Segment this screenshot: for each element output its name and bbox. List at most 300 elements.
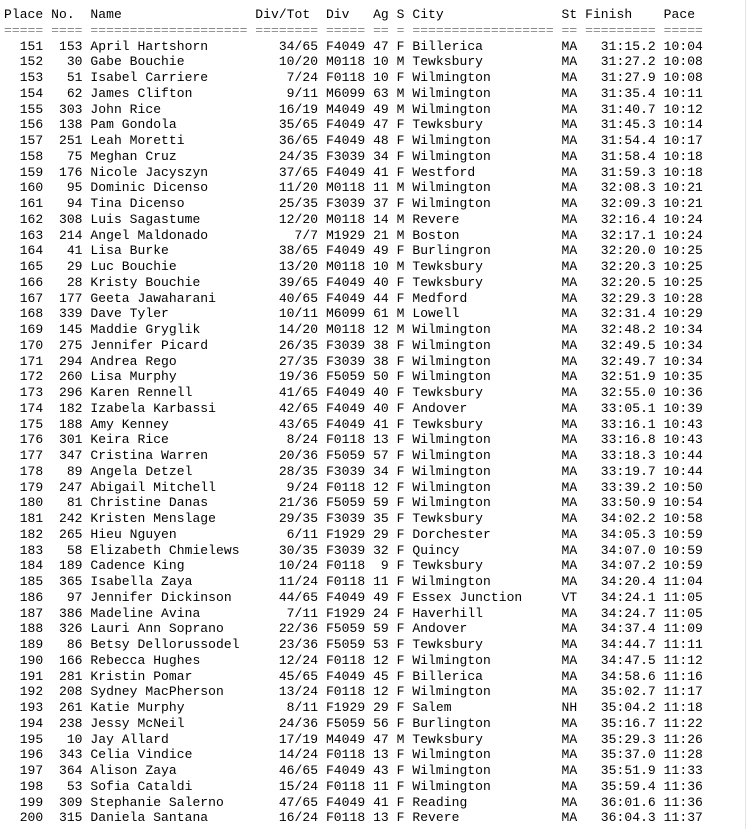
table-row bbox=[4, 354, 745, 370]
cell-city: Tewksbury bbox=[412, 54, 554, 70]
cell-st: MA bbox=[561, 747, 578, 763]
cell-div: F0118 bbox=[325, 652, 366, 668]
cell-place: 156 bbox=[4, 117, 44, 133]
cell-city: Medford bbox=[412, 290, 554, 306]
cell-st: MA bbox=[561, 416, 578, 432]
cell-st: MA bbox=[561, 495, 578, 511]
cell-name: Nicole Jacyszyn bbox=[90, 164, 248, 180]
cell-st: MA bbox=[561, 668, 578, 684]
cell-divtot: 19/36 bbox=[255, 369, 319, 385]
cell-no: 75 bbox=[51, 148, 83, 164]
cell-pace: 11:11 bbox=[663, 637, 703, 652]
cell-name: Keira Rice bbox=[90, 432, 248, 448]
cell-name: Leah Moretti bbox=[90, 133, 248, 148]
cell-st: MA bbox=[561, 810, 578, 826]
cell-div: F0118 bbox=[325, 778, 366, 794]
cell-place: 170 bbox=[4, 337, 44, 353]
cell-pace: 11:36 bbox=[663, 794, 703, 810]
table-row bbox=[4, 86, 745, 102]
cell-name: Lisa Burke bbox=[90, 243, 248, 259]
cell-st: MA bbox=[561, 715, 578, 731]
cell-place: 157 bbox=[4, 133, 44, 148]
cell-st: MA bbox=[561, 148, 578, 164]
cell-s: M bbox=[396, 322, 405, 337]
cell-ag: 59 bbox=[373, 495, 389, 511]
cell-finish: 32:55.0 bbox=[585, 385, 656, 400]
table-row bbox=[4, 763, 745, 779]
cell-s: F bbox=[396, 700, 405, 715]
cell-pace: 11:17 bbox=[663, 684, 703, 700]
cell-s: F bbox=[396, 778, 405, 794]
cell-city: Salem bbox=[412, 700, 554, 715]
cell-pace: 10:21 bbox=[663, 196, 703, 211]
cell-div: F0118 bbox=[325, 432, 366, 448]
cell-no: 275 bbox=[51, 337, 83, 353]
cell-place: 183 bbox=[4, 542, 44, 558]
cell-s: F bbox=[396, 574, 405, 589]
cell-city: Wilmington bbox=[412, 85, 554, 101]
cell-divtot: 7/11 bbox=[255, 605, 319, 621]
cell-div: F0118 bbox=[325, 558, 366, 574]
table-row bbox=[4, 291, 745, 307]
cell-div: M0118 bbox=[325, 54, 366, 70]
cell-div: F3039 bbox=[325, 337, 366, 353]
cell-st: MA bbox=[561, 117, 578, 133]
cell-divtot: 45/65 bbox=[255, 668, 319, 684]
cell-no: 261 bbox=[51, 700, 83, 715]
cell-city: Tewksbury bbox=[412, 259, 554, 274]
cell-s: F bbox=[396, 526, 405, 542]
cell-city: Tewksbury bbox=[412, 511, 554, 526]
cell-div: F3039 bbox=[325, 353, 366, 369]
column-header-finish: Finish bbox=[585, 7, 656, 22]
cell-divtot: 39/65 bbox=[255, 274, 319, 290]
cell-ag: 11 bbox=[373, 778, 389, 794]
cell-s: F bbox=[396, 794, 405, 810]
cell-city: Reading bbox=[412, 794, 554, 810]
cell-name: Jay Allard bbox=[90, 731, 248, 747]
cell-finish: 32:31.4 bbox=[585, 306, 656, 322]
cell-st: MA bbox=[561, 511, 578, 526]
cell-divtot: 13/24 bbox=[255, 684, 319, 700]
cell-pace: 10:36 bbox=[663, 385, 703, 400]
cell-s: F bbox=[396, 463, 405, 479]
cell-s: F bbox=[396, 353, 405, 369]
cell-place: 199 bbox=[4, 794, 44, 810]
cell-st: MA bbox=[561, 196, 578, 211]
cell-divtot: 21/36 bbox=[255, 495, 319, 511]
cell-s: F bbox=[396, 495, 405, 511]
cell-finish: 33:05.1 bbox=[585, 400, 656, 416]
cell-name: Jessy McNeil bbox=[90, 715, 248, 731]
cell-divtot: 26/35 bbox=[255, 337, 319, 353]
table-row bbox=[4, 448, 745, 464]
cell-divtot: 12/24 bbox=[255, 652, 319, 668]
cell-name: Daniela Santana bbox=[90, 810, 248, 826]
cell-s: F bbox=[396, 747, 405, 763]
cell-pace: 11:37 bbox=[663, 810, 703, 826]
cell-city: Wilmington bbox=[412, 196, 554, 211]
cell-pace: 10:39 bbox=[663, 400, 703, 416]
table-row bbox=[4, 243, 745, 259]
cell-finish: 31:54.4 bbox=[585, 133, 656, 148]
cell-name: Pam Gondola bbox=[90, 117, 248, 133]
cell-city: Wilmington bbox=[412, 763, 554, 778]
cell-ag: 24 bbox=[373, 605, 389, 621]
cell-st: MA bbox=[561, 463, 578, 479]
column-header-ag: Ag bbox=[373, 7, 389, 22]
cell-divtot: 43/65 bbox=[255, 416, 319, 432]
cell-finish: 35:51.9 bbox=[585, 763, 656, 778]
cell-divtot: 14/24 bbox=[255, 747, 319, 763]
cell-ag: 21 bbox=[373, 227, 389, 243]
cell-finish: 36:01.6 bbox=[585, 794, 656, 810]
cell-name: Luc Bouchie bbox=[90, 259, 248, 274]
cell-city: Wilmington bbox=[412, 684, 554, 700]
cell-div: F3039 bbox=[325, 511, 366, 526]
cell-ag: 32 bbox=[373, 542, 389, 558]
cell-st: MA bbox=[561, 605, 578, 621]
cell-no: 62 bbox=[51, 85, 83, 101]
cell-pace: 10:59 bbox=[663, 526, 703, 542]
cell-no: 58 bbox=[51, 542, 83, 558]
cell-divtot: 9/24 bbox=[255, 479, 319, 495]
cell-name: Amy Kenney bbox=[90, 416, 248, 432]
cell-pace: 10:29 bbox=[663, 306, 703, 322]
cell-s: M bbox=[396, 85, 405, 101]
cell-pace: 11:04 bbox=[663, 574, 703, 589]
cell-finish: 31:27.2 bbox=[585, 54, 656, 70]
cell-place: 179 bbox=[4, 479, 44, 495]
cell-pace: 10:25 bbox=[663, 243, 703, 259]
cell-no: 326 bbox=[51, 621, 83, 637]
cell-city: Wilmington bbox=[412, 463, 554, 479]
cell-st: MA bbox=[561, 133, 578, 148]
cell-s: F bbox=[396, 605, 405, 621]
cell-name: Meghan Cruz bbox=[90, 148, 248, 164]
cell-ag: 40 bbox=[373, 274, 389, 290]
cell-div: M6099 bbox=[325, 85, 366, 101]
cell-city: Wilmington bbox=[412, 353, 554, 369]
cell-finish: 32:08.3 bbox=[585, 180, 656, 196]
cell-divtot: 35/65 bbox=[255, 117, 319, 133]
cell-city: Billerica bbox=[412, 668, 554, 684]
cell-s: F bbox=[396, 274, 405, 290]
cell-finish: 34:58.6 bbox=[585, 668, 656, 684]
cell-place: 191 bbox=[4, 668, 44, 684]
cell-pace: 10:34 bbox=[663, 337, 703, 353]
cell-st: MA bbox=[561, 731, 578, 747]
cell-finish: 35:29.3 bbox=[585, 731, 656, 747]
cell-city: Wilmington bbox=[412, 180, 554, 196]
cell-name: Madeline Avina bbox=[90, 605, 248, 621]
cell-no: 53 bbox=[51, 778, 83, 794]
cell-ag: 47 bbox=[373, 731, 389, 747]
cell-no: 182 bbox=[51, 400, 83, 416]
cell-s: F bbox=[396, 337, 405, 353]
column-header-place: ===== bbox=[4, 22, 44, 38]
cell-name: Kristen Menslage bbox=[90, 511, 248, 526]
cell-s: M bbox=[396, 101, 405, 117]
cell-divtot: 23/36 bbox=[255, 637, 319, 652]
cell-pace: 10:21 bbox=[663, 180, 703, 196]
cell-pace: 11:05 bbox=[663, 605, 703, 621]
cell-place: 178 bbox=[4, 463, 44, 479]
cell-ag: 45 bbox=[373, 668, 389, 684]
cell-st: MA bbox=[561, 369, 578, 385]
cell-no: 86 bbox=[51, 637, 83, 652]
cell-name: Cadence King bbox=[90, 558, 248, 574]
table-row bbox=[4, 527, 745, 543]
table-row bbox=[4, 338, 745, 354]
cell-div: F4049 bbox=[325, 794, 366, 810]
cell-pace: 11:05 bbox=[663, 589, 703, 605]
cell-st: MA bbox=[561, 322, 578, 337]
cell-st: MA bbox=[561, 101, 578, 117]
cell-div: F1929 bbox=[325, 605, 366, 621]
cell-ag: 12 bbox=[373, 684, 389, 700]
table-row bbox=[4, 306, 745, 322]
cell-pace: 10:50 bbox=[663, 479, 703, 495]
cell-finish: 31:45.3 bbox=[585, 117, 656, 133]
cell-ag: 10 bbox=[373, 54, 389, 70]
cell-s: F bbox=[396, 400, 405, 416]
cell-city: Wilmington bbox=[412, 479, 554, 495]
cell-st: MA bbox=[561, 763, 578, 778]
cell-city: Lowell bbox=[412, 306, 554, 322]
table-row bbox=[4, 653, 745, 669]
cell-finish: 32:09.3 bbox=[585, 196, 656, 211]
cell-no: 339 bbox=[51, 306, 83, 322]
cell-div: F3039 bbox=[325, 542, 366, 558]
cell-st: MA bbox=[561, 353, 578, 369]
cell-divtot: 37/65 bbox=[255, 164, 319, 180]
cell-pace: 11:26 bbox=[663, 731, 703, 747]
cell-s: F bbox=[396, 542, 405, 558]
cell-no: 364 bbox=[51, 763, 83, 778]
cell-no: 30 bbox=[51, 54, 83, 70]
cell-name: Dave Tyler bbox=[90, 306, 248, 322]
cell-no: 309 bbox=[51, 794, 83, 810]
cell-pace: 10:24 bbox=[663, 227, 703, 243]
cell-div: F4049 bbox=[325, 274, 366, 290]
cell-place: 184 bbox=[4, 558, 44, 574]
cell-st: MA bbox=[561, 558, 578, 574]
cell-no: 188 bbox=[51, 416, 83, 432]
header-separator bbox=[4, 23, 745, 39]
cell-no: 95 bbox=[51, 180, 83, 196]
cell-place: 167 bbox=[4, 290, 44, 306]
cell-no: 308 bbox=[51, 211, 83, 227]
cell-no: 138 bbox=[51, 117, 83, 133]
cell-ag: 13 bbox=[373, 810, 389, 826]
cell-name: Celia Vindice bbox=[90, 747, 248, 763]
cell-divtot: 11/24 bbox=[255, 574, 319, 589]
cell-name: Abigail Mitchell bbox=[90, 479, 248, 495]
table-row bbox=[4, 810, 745, 826]
table-row bbox=[4, 228, 745, 244]
cell-st: MA bbox=[561, 54, 578, 70]
cell-name: Alison Zaya bbox=[90, 763, 248, 778]
cell-divtot: 47/65 bbox=[255, 794, 319, 810]
cell-pace: 10:59 bbox=[663, 558, 703, 574]
cell-div: M1929 bbox=[325, 227, 366, 243]
cell-div: F4049 bbox=[325, 400, 366, 416]
cell-place: 160 bbox=[4, 180, 44, 196]
cell-div: F3039 bbox=[325, 148, 366, 164]
cell-name: Izabela Karbassi bbox=[90, 400, 248, 416]
cell-div: F4049 bbox=[325, 117, 366, 133]
cell-city: Andover bbox=[412, 621, 554, 637]
cell-place: 158 bbox=[4, 148, 44, 164]
cell-finish: 35:16.7 bbox=[585, 715, 656, 731]
table-row bbox=[4, 700, 745, 716]
cell-div: F0118 bbox=[325, 747, 366, 763]
cell-s: M bbox=[396, 306, 405, 322]
cell-divtot: 12/20 bbox=[255, 211, 319, 227]
cell-place: 172 bbox=[4, 369, 44, 385]
cell-div: F4049 bbox=[325, 290, 366, 306]
cell-no: 365 bbox=[51, 574, 83, 589]
cell-pace: 11:09 bbox=[663, 621, 703, 637]
cell-divtot: 22/36 bbox=[255, 621, 319, 637]
cell-finish: 35:04.2 bbox=[585, 700, 656, 715]
cell-name: Katie Murphy bbox=[90, 700, 248, 715]
table-row bbox=[4, 212, 745, 228]
cell-divtot: 38/65 bbox=[255, 243, 319, 259]
cell-st: MA bbox=[561, 337, 578, 353]
cell-pace: 10:24 bbox=[663, 211, 703, 227]
cell-divtot: 16/19 bbox=[255, 101, 319, 117]
cell-st: MA bbox=[561, 243, 578, 259]
table-row bbox=[4, 606, 745, 622]
cell-name: Dominic Dicenso bbox=[90, 180, 248, 196]
cell-name: Elizabeth Chmielews bbox=[90, 542, 248, 558]
cell-city: Haverhill bbox=[412, 605, 554, 621]
cell-st: MA bbox=[561, 432, 578, 448]
cell-ag: 14 bbox=[373, 211, 389, 227]
cell-divtot: 13/20 bbox=[255, 259, 319, 274]
column-header-divtot: ======== bbox=[255, 22, 319, 38]
cell-div: F5059 bbox=[325, 715, 366, 731]
cell-ag: 57 bbox=[373, 448, 389, 463]
cell-divtot: 30/35 bbox=[255, 542, 319, 558]
cell-no: 315 bbox=[51, 810, 83, 826]
table-row bbox=[4, 322, 745, 338]
cell-s: F bbox=[396, 70, 405, 85]
cell-pace: 10:59 bbox=[663, 542, 703, 558]
cell-name: Hieu Nguyen bbox=[90, 526, 248, 542]
cell-divtot: 9/11 bbox=[255, 85, 319, 101]
cell-div: M0118 bbox=[325, 180, 366, 196]
cell-s: F bbox=[396, 196, 405, 211]
cell-name: John Rice bbox=[90, 101, 248, 117]
cell-st: MA bbox=[561, 526, 578, 542]
cell-no: 208 bbox=[51, 684, 83, 700]
cell-no: 247 bbox=[51, 479, 83, 495]
cell-city: Wilmington bbox=[412, 322, 554, 337]
table-row bbox=[4, 480, 745, 496]
cell-city: Wilmington bbox=[412, 652, 554, 668]
cell-finish: 34:02.2 bbox=[585, 511, 656, 526]
cell-place: 189 bbox=[4, 637, 44, 652]
cell-div: F0118 bbox=[325, 70, 366, 85]
cell-no: 177 bbox=[51, 290, 83, 306]
cell-s: F bbox=[396, 117, 405, 133]
cell-div: M0118 bbox=[325, 259, 366, 274]
cell-place: 197 bbox=[4, 763, 44, 778]
table-row bbox=[4, 747, 745, 763]
cell-finish: 32:17.1 bbox=[585, 227, 656, 243]
cell-div: F0118 bbox=[325, 479, 366, 495]
column-header-div: Div bbox=[325, 7, 366, 22]
cell-divtot: 27/35 bbox=[255, 353, 319, 369]
cell-s: F bbox=[396, 652, 405, 668]
cell-name: Luis Sagastume bbox=[90, 211, 248, 227]
cell-ag: 29 bbox=[373, 526, 389, 542]
cell-name: Angel Maldonado bbox=[90, 227, 248, 243]
cell-ag: 34 bbox=[373, 148, 389, 164]
cell-pace: 10:25 bbox=[663, 259, 703, 274]
cell-pace: 10:44 bbox=[663, 463, 703, 479]
column-header-no: ==== bbox=[51, 22, 83, 38]
cell-div: M4049 bbox=[325, 731, 366, 747]
cell-name: Lauri Ann Soprano bbox=[90, 621, 248, 637]
cell-pace: 10:25 bbox=[663, 274, 703, 290]
column-header-ag: == bbox=[373, 22, 389, 38]
cell-city: Wilmington bbox=[412, 432, 554, 448]
cell-s: F bbox=[396, 715, 405, 731]
cell-st: MA bbox=[561, 259, 578, 274]
cell-place: 180 bbox=[4, 495, 44, 511]
cell-name: Tina Dicenso bbox=[90, 196, 248, 211]
table-row bbox=[4, 716, 745, 732]
cell-no: 94 bbox=[51, 196, 83, 211]
cell-no: 29 bbox=[51, 259, 83, 274]
cell-divtot: 36/65 bbox=[255, 133, 319, 148]
cell-div: F5059 bbox=[325, 637, 366, 652]
cell-pace: 10:04 bbox=[663, 38, 703, 54]
column-header-pace: Pace bbox=[663, 7, 703, 22]
cell-place: 185 bbox=[4, 574, 44, 589]
cell-ag: 37 bbox=[373, 196, 389, 211]
cell-pace: 10:08 bbox=[663, 54, 703, 70]
cell-name: Sofia Cataldi bbox=[90, 778, 248, 794]
cell-pace: 11:28 bbox=[663, 747, 703, 763]
cell-ag: 48 bbox=[373, 133, 389, 148]
cell-no: 176 bbox=[51, 164, 83, 180]
cell-st: MA bbox=[561, 542, 578, 558]
cell-ag: 13 bbox=[373, 747, 389, 763]
cell-pace: 10:44 bbox=[663, 448, 703, 463]
cell-finish: 31:27.9 bbox=[585, 70, 656, 85]
table-row bbox=[4, 543, 745, 559]
cell-s: F bbox=[396, 479, 405, 495]
cell-pace: 10:08 bbox=[663, 70, 703, 85]
cell-place: 153 bbox=[4, 70, 44, 85]
cell-s: M bbox=[396, 211, 405, 227]
cell-no: 301 bbox=[51, 432, 83, 448]
cell-st: MA bbox=[561, 211, 578, 227]
column-header-name: Name bbox=[90, 7, 248, 22]
cell-city: Essex Junction bbox=[412, 589, 554, 605]
column-header-city: ================== bbox=[412, 22, 554, 38]
cell-div: M0118 bbox=[325, 211, 366, 227]
cell-ag: 41 bbox=[373, 164, 389, 180]
cell-div: F0118 bbox=[325, 574, 366, 589]
cell-name: Kristin Pomar bbox=[90, 668, 248, 684]
column-header-pace: ===== bbox=[663, 22, 703, 38]
